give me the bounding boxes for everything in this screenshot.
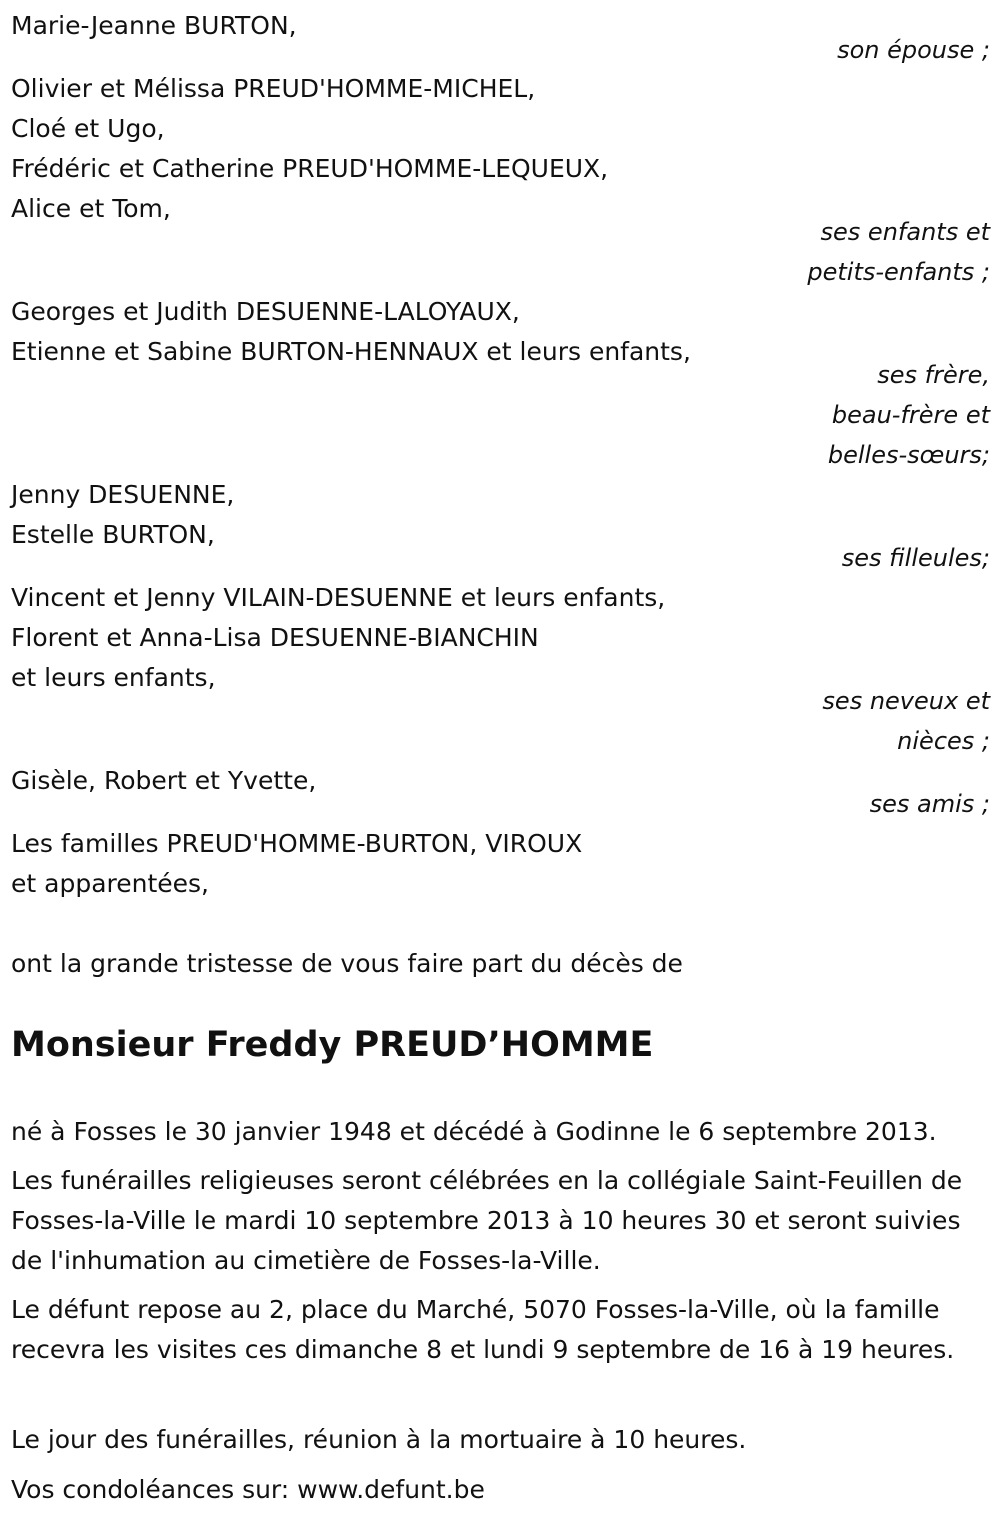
- announcement-text: ont la grande tristesse de vous faire part du décès de: [11, 949, 683, 978]
- deceased-name: Monsieur Freddy PREUD’HOMME: [11, 1025, 654, 1065]
- family-name-line: Alice et Tom,: [11, 194, 171, 223]
- family-name-line: Jenny DESUENNE,: [11, 480, 235, 509]
- relation-label: ses frère,: [877, 361, 990, 389]
- family-name-line: Marie-Jeanne BURTON,: [11, 11, 297, 40]
- relation-label: son épouse ;: [837, 36, 990, 64]
- family-name-line: et leurs enfants,: [11, 663, 216, 692]
- relation-label: belles-sœurs;: [827, 441, 990, 469]
- family-name-line: Gisèle, Robert et Yvette,: [11, 766, 317, 795]
- family-name-line: Frédéric et Catherine PREUD'HOMME-LEQUEUX,: [11, 154, 609, 183]
- family-name-line: Cloé et Ugo,: [11, 114, 165, 143]
- family-name-line: Estelle BURTON,: [11, 520, 215, 549]
- family-name-line: et apparentées,: [11, 869, 209, 898]
- family-name-line: Vincent et Jenny VILAIN-DESUENNE et leurs enfants,: [11, 583, 666, 612]
- relation-label: nièces ;: [897, 727, 990, 755]
- relation-label: petits-enfants ;: [807, 258, 990, 286]
- family-name-line: Olivier et Mélissa PREUD'HOMME-MICHEL,: [11, 74, 536, 103]
- relation-label: ses neveux et: [822, 687, 990, 715]
- family-name-line: Florent et Anna-Lisa DESUENNE-BIANCHIN: [11, 623, 539, 652]
- relation-label: ses amis ;: [869, 790, 990, 818]
- family-name-line: Etienne et Sabine BURTON-HENNAUX et leurs enfants,: [11, 337, 691, 366]
- relation-label: ses filleules;: [841, 544, 990, 572]
- meeting-details: Le jour des funérailles, réunion à la mortuaire à 10 heures.: [11, 1425, 747, 1454]
- birth-death-details: né à Fosses le 30 janvier 1948 et décédé à Godinne le 6 septembre 2013.: [11, 1117, 937, 1146]
- relation-label: beau-frère et: [831, 401, 990, 429]
- funeral-details: Les funérailles religieuses seront célébrées en la collégiale Saint-Feuillen de Fosses-la-Ville le mardi 10 septembre 2013 à 10 heures 30 et seront suivies de l'inhumation au cimetière de Fosses-la-Ville.: [11, 1166, 963, 1275]
- condolences-line: Vos condoléances sur: www.defunt.be: [11, 1475, 485, 1504]
- family-name-line: Les familles PREUD'HOMME-BURTON, VIROUX: [11, 829, 583, 858]
- visitation-details: Le défunt repose au 2, place du Marché, 5070 Fosses-la-Ville, où la famille recevra les visites ces dimanche 8 et lundi 9 septembre de 16 à 19 heures.: [11, 1295, 955, 1364]
- family-name-line: Georges et Judith DESUENNE-LALOYAUX,: [11, 297, 520, 326]
- relation-label: ses enfants et: [820, 218, 990, 246]
